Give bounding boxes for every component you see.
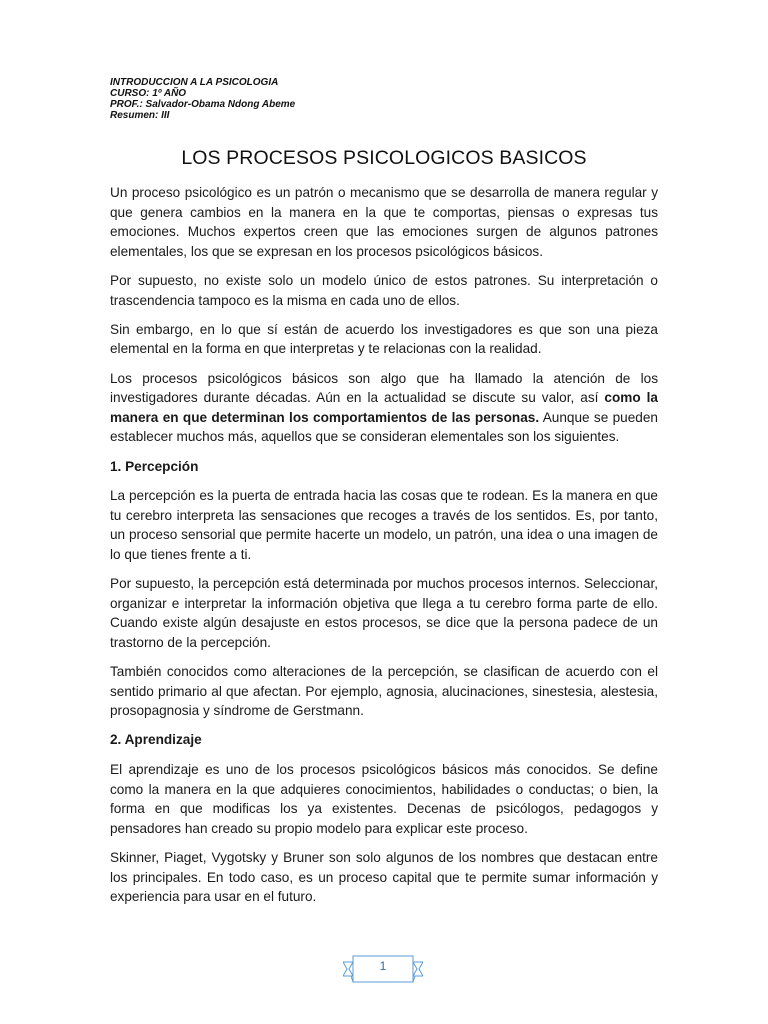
paragraph-percepcion-1: La percepción es la puerta de entrada hacia las cosas que te rodean. Es la manera en que tu cerebro interpreta las sensaciones que recoges a través de los sentidos. Es, por tanto, un proceso sensorial que permite hacerte un modelo, un patrón, una idea o una imagen de lo que tienes frente a ti.	[110, 488, 658, 562]
page-number-ribbon	[343, 950, 423, 990]
paragraph-agreement: Sin embargo, en lo que sí están de acuerdo los investigadores es que son una pieza elemental en la forma en que interpretas y te relacionas con la realidad.	[110, 321, 658, 357]
paragraph-aprendizaje-2: Skinner, Piaget, Vygotsky y Bruner son solo algunos de los nombres que destacan entre los principales. En todo caso, es un proceso capital que te permite sumar información y experiencia para usar en el futuro.	[110, 849, 658, 905]
paragraph-percepcion-3: También conocidos como alteraciones de la percepción, se clasifican de acuerdo con el sentido primario al que afectan. Por ejemplo, agnosia, alucinaciones, sinestesia, alestesia, prosopagnosia y síndrome de Gerstmann.	[110, 664, 658, 719]
paragraph-attention-text-b: Aunque se pueden establecer muchos más, aquellos que se consideran elementales son los siguientes.	[110, 409, 658, 445]
paragraph-models: Por supuesto, no existe solo un modelo único de estos patrones. Su interpretación o trascendencia tampoco es la misma en cada uno de ellos.	[110, 272, 658, 308]
course-year-line: CURSO: 1º AÑO	[110, 88, 187, 99]
paragraph-attention-bold: como la manera en que determinan los comportamientos de las personas.	[110, 390, 658, 425]
professor-line: PROF.: Salvador-Obama Ndong Abeme	[110, 99, 296, 110]
paragraph-aprendizaje-1: El aprendizaje es uno de los procesos psicológicos básicos más conocidos. Se define como la manera en la que adquieres conocimientos, habilidades o conductas; o bien, la forma en que modificas los ya existentes. Decenas de psicólogos, pedagogos y pensadores han creado su propio modelo para explicar este proceso.	[110, 762, 658, 836]
course-header	[110, 77, 295, 121]
paragraph-intro: Un proceso psicológico es un patrón o mecanismo que se desarrolla de manera regular y que genera cambios en la manera en la que te comportas, piensas o expresas tus emociones. Muchos expertos creen que las emociones surgen de algunos patrones elementales, los que se expresan en los procesos psicológicos básicos.	[110, 185, 658, 259]
paragraph-percepcion-2: Por supuesto, la percepción está determinada por muchos procesos internos. Seleccionar, organizar e interpretar la información objetiva que llega a tu cerebro forma parte de ello. Cuando existe algún desajuste en estos procesos, se dice que la persona padece de un trastorno de la percepción.	[110, 576, 658, 650]
paragraph-attention	[110, 369, 658, 447]
page-number: 1	[379, 959, 387, 973]
course-title-line: INTRODUCCION A LA PSICOLOGIA	[110, 77, 279, 88]
summary-line: Resumen: III	[110, 110, 170, 121]
document-body	[110, 183, 658, 916]
paragraph-attention-text-a: Los procesos psicológicos básicos son algo que ha llamado la atención de los investigadores durante décadas. Aún en la actualidad se discute su valor, así	[110, 370, 658, 406]
page-title: LOS PROCESOS PSICOLOGICOS BASICOS	[181, 147, 587, 169]
section-heading-aprendizaje: 2. Aprendizaje	[110, 732, 202, 748]
section-heading-percepcion: 1. Percepción	[110, 458, 199, 474]
